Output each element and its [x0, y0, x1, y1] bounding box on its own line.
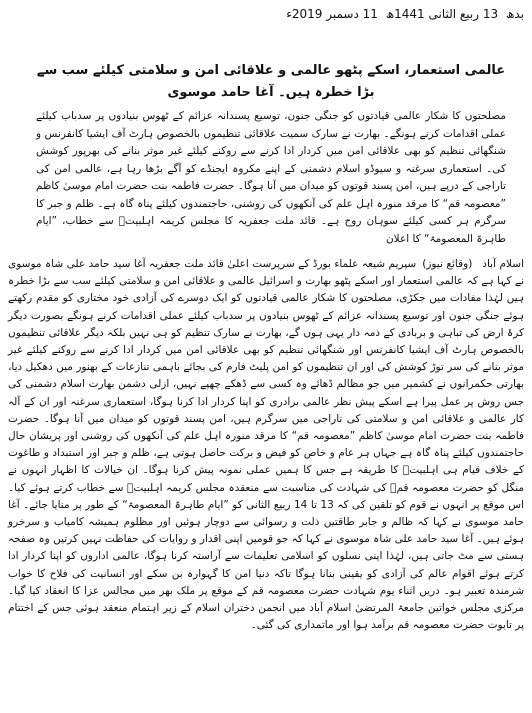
dateline-gregorian: 11 دسمبر 2019ء [286, 7, 378, 21]
dateline-day: بدھ [505, 7, 524, 21]
body-text: سپریم شیعہ علماء بورڈ کے سرپرست اعلیٰ قائد ملت جعفریہ آغا سید حامد علی شاہ موسوی نے کہا ہے کہ عالمی استعمار اور اسکے پٹھو بھارت و اسرائیل عالمی و علاقائی امن و سلامتی کیلئے سب سے بڑا خطرہ ہیں لہٰذا مفادات میں جکڑی، مصلحتوں کا شکار عالمی قیادتوں کو ایک دوسرے کی آزادی خود مختاری کو مقدم رکھتے ہوئے جنگی جنون اور توسیع پسندانہ عزائم کے ٹھوس بنیادوں پر سدباب کیلئے عملی اقدامات کرنے ہونگے بصورت دیگر کرۂ ارض کی تباہی و بربادی کے ذمہ دار یہی ہوں گے، بھارت نے سارک تنظیم کو ہی نہیں بلکہ دیگر علاقائی تنظیموں بالخصوص ہارٹ آف ایشیا کانفرنس اور شنگھائی تنظیم کو بھی علاقائی امن میں کردار ادا کرنے سے روکنے کیلئے غیر موثر بنانے کی سر توڑ کوشش کی اور ان تنظیموں کو امن پلیٹ فارم کی بجائے باہمی تنازعات کے بھنور میں دھکیل دیا، بھارتی حکمرانوں نے کشمیر میں جو مظالم ڈھائے وہ کسی سے ڈھکے چھپے نہیں، ازلی دشمن بھارت اسلام دشمنی کی جس روش پر عمل پیرا ہے اسکے پیش نظر عالمی برادری کو اپنا کردار ادا کرنا ہوگا، استعماری سرغنہ اور ان کے آلہ کار عالمی و علاقائی امن و سلامتی کی تاراجی میں سرگرم ہیں، امن پسند قوتوں کو میدان میں آنا ہوگا۔ حضرت فاطمہ بنت حضرت امام موسیٰ کاظم ”معصومہ قم“ کا مرقد منورہ اہل علم کی آنکھوں کی روشنی اور پریشان حال حاجتمندوں کیلئے پناہ گاہ ہے جہاں ہر عام و خاص کو فیض و برکت حاصل ہوتی ہے، ظلم و جبر اور استبداد و طاغوت کے خلاف قیام ہی اہلبیتؑ کا طریقہ ہے جس کا ہمیں عملی نمونہ پیش کرنا ہوگا۔ ان خیالات کا اظہار انہوں نے منگل کو حضرت معصومہ قمؑ کی شہادت کی مناسبت سے منعقدہ مجلس کریمہ اہلبیتؑ سے خطاب کرتے ہوئے کیا۔ اس موقع پر انہوں نے قوم کو تلقین کی کہ 13 تا 14 ربیع الثانی کو ”ایام طاہرۃ المعصومۃ“ کے طور پر منایا جائے۔ آغا حامد موسوی نے کہا کہ ظالم و جابر طاقتیں ذلت و رسوائی سے دوچار ہوئیں اور مظلوم ہمیشہ کامیاب و سرخرو ہوئے ہیں۔ آغا سید حامد علی شاہ موسوی نے کہا کہ جو قومیں اپنی اقدار و روایات کی حفاظت نہیں کرتیں وہ صفحہ ہستی سے مٹ جاتی ہیں، لہٰذا اپنی نسلوں کو اسلامی تعلیمات سے آراستہ کرنا ہوگا، عالمی اداروں کو اپنا کردار ادا کرتے ہوئے اقوام عالم کی آزادی کو یقینی بنانا ہوگا تاکہ دنیا امن کا گہوارہ بن سکے اور انسانیت کی فلاح کا خواب شرمندہ تعبیر ہو۔ دریں اثناء یوم شہادت حضرت معصومہ قم کے موقع پر ملک بھر میں مجالس عزا کا انعقاد کیا گیا۔ مرکزی مجلس خواتین جامعۃ المرتضیٰ اسلام آباد میں انجمن دختران اسلام کے زیر اہتمام منعقد ہوئی جس کے اختتام پر تابوت حضرت معصومہ قم برآمد ہوا اور ماتمداری کی گئی۔ [8, 258, 525, 632]
dateline [8, 6, 524, 22]
dateline-hijri: 13 ربیع الثانی 1441ھ [385, 7, 499, 21]
headline: عالمی استعمار، اسکے پٹھو عالمی و علاقائی امن و سلامتی کیلئے سب سے بڑا خطرہ ہیں۔ آغا حامد موسوی [36, 63, 506, 100]
article-body [8, 256, 524, 634]
body-paragraph [8, 256, 524, 634]
lead-paragraph: مصلحتوں کا شکار عالمی قیادتوں کو جنگی جنون، توسیع پسندانہ عزائم کے ٹھوس بنیادوں پر سدباب کیلئے عملی اقدامات کرنے ہونگے۔ بھارت نے سارک سمیت علاقائی تنظیموں بالخصوص ہارٹ آف ایشیا کانفرنس و شنگھائی تنظیم کو بھی علاقائی امن میں کردار ادا کرنے سے روکنے کیلئے غیر موثر بنانے کی بھرپور کوشش کی۔ استعماری سرغنہ و سیوڈو اسلام دشمنی کے اپنے مکروہ ایجنڈے کو آگے بڑھا رہا ہے، عالمی امن کی تاراجی کے درپے ہیں، امن پسند قوتوں کو میدان میں آنا ہوگا۔ حضرت فاطمہ بنت حضرت امام موسیٰ کاظم ”معصومہ قم“ کا مرقد منورہ اہل علم کی آنکھوں کی روشنی، حاجتمندوں کیلئے پناہ گاہ ہے۔ ظلم و جبر کا سرگرم ہر کسی کیلئے سوہان روح ہے۔ قائد ملت جعفریہ کا مجلس کریمہ اہلبیتؑ سے خطاب، ”ایام طاہرۃ المعصومۃ“ کا اعلان [36, 110, 506, 245]
news-agency: (وقائع نیوز) [422, 258, 473, 270]
dateline-place: اسلام آباد [482, 258, 524, 270]
article-header [36, 60, 506, 248]
